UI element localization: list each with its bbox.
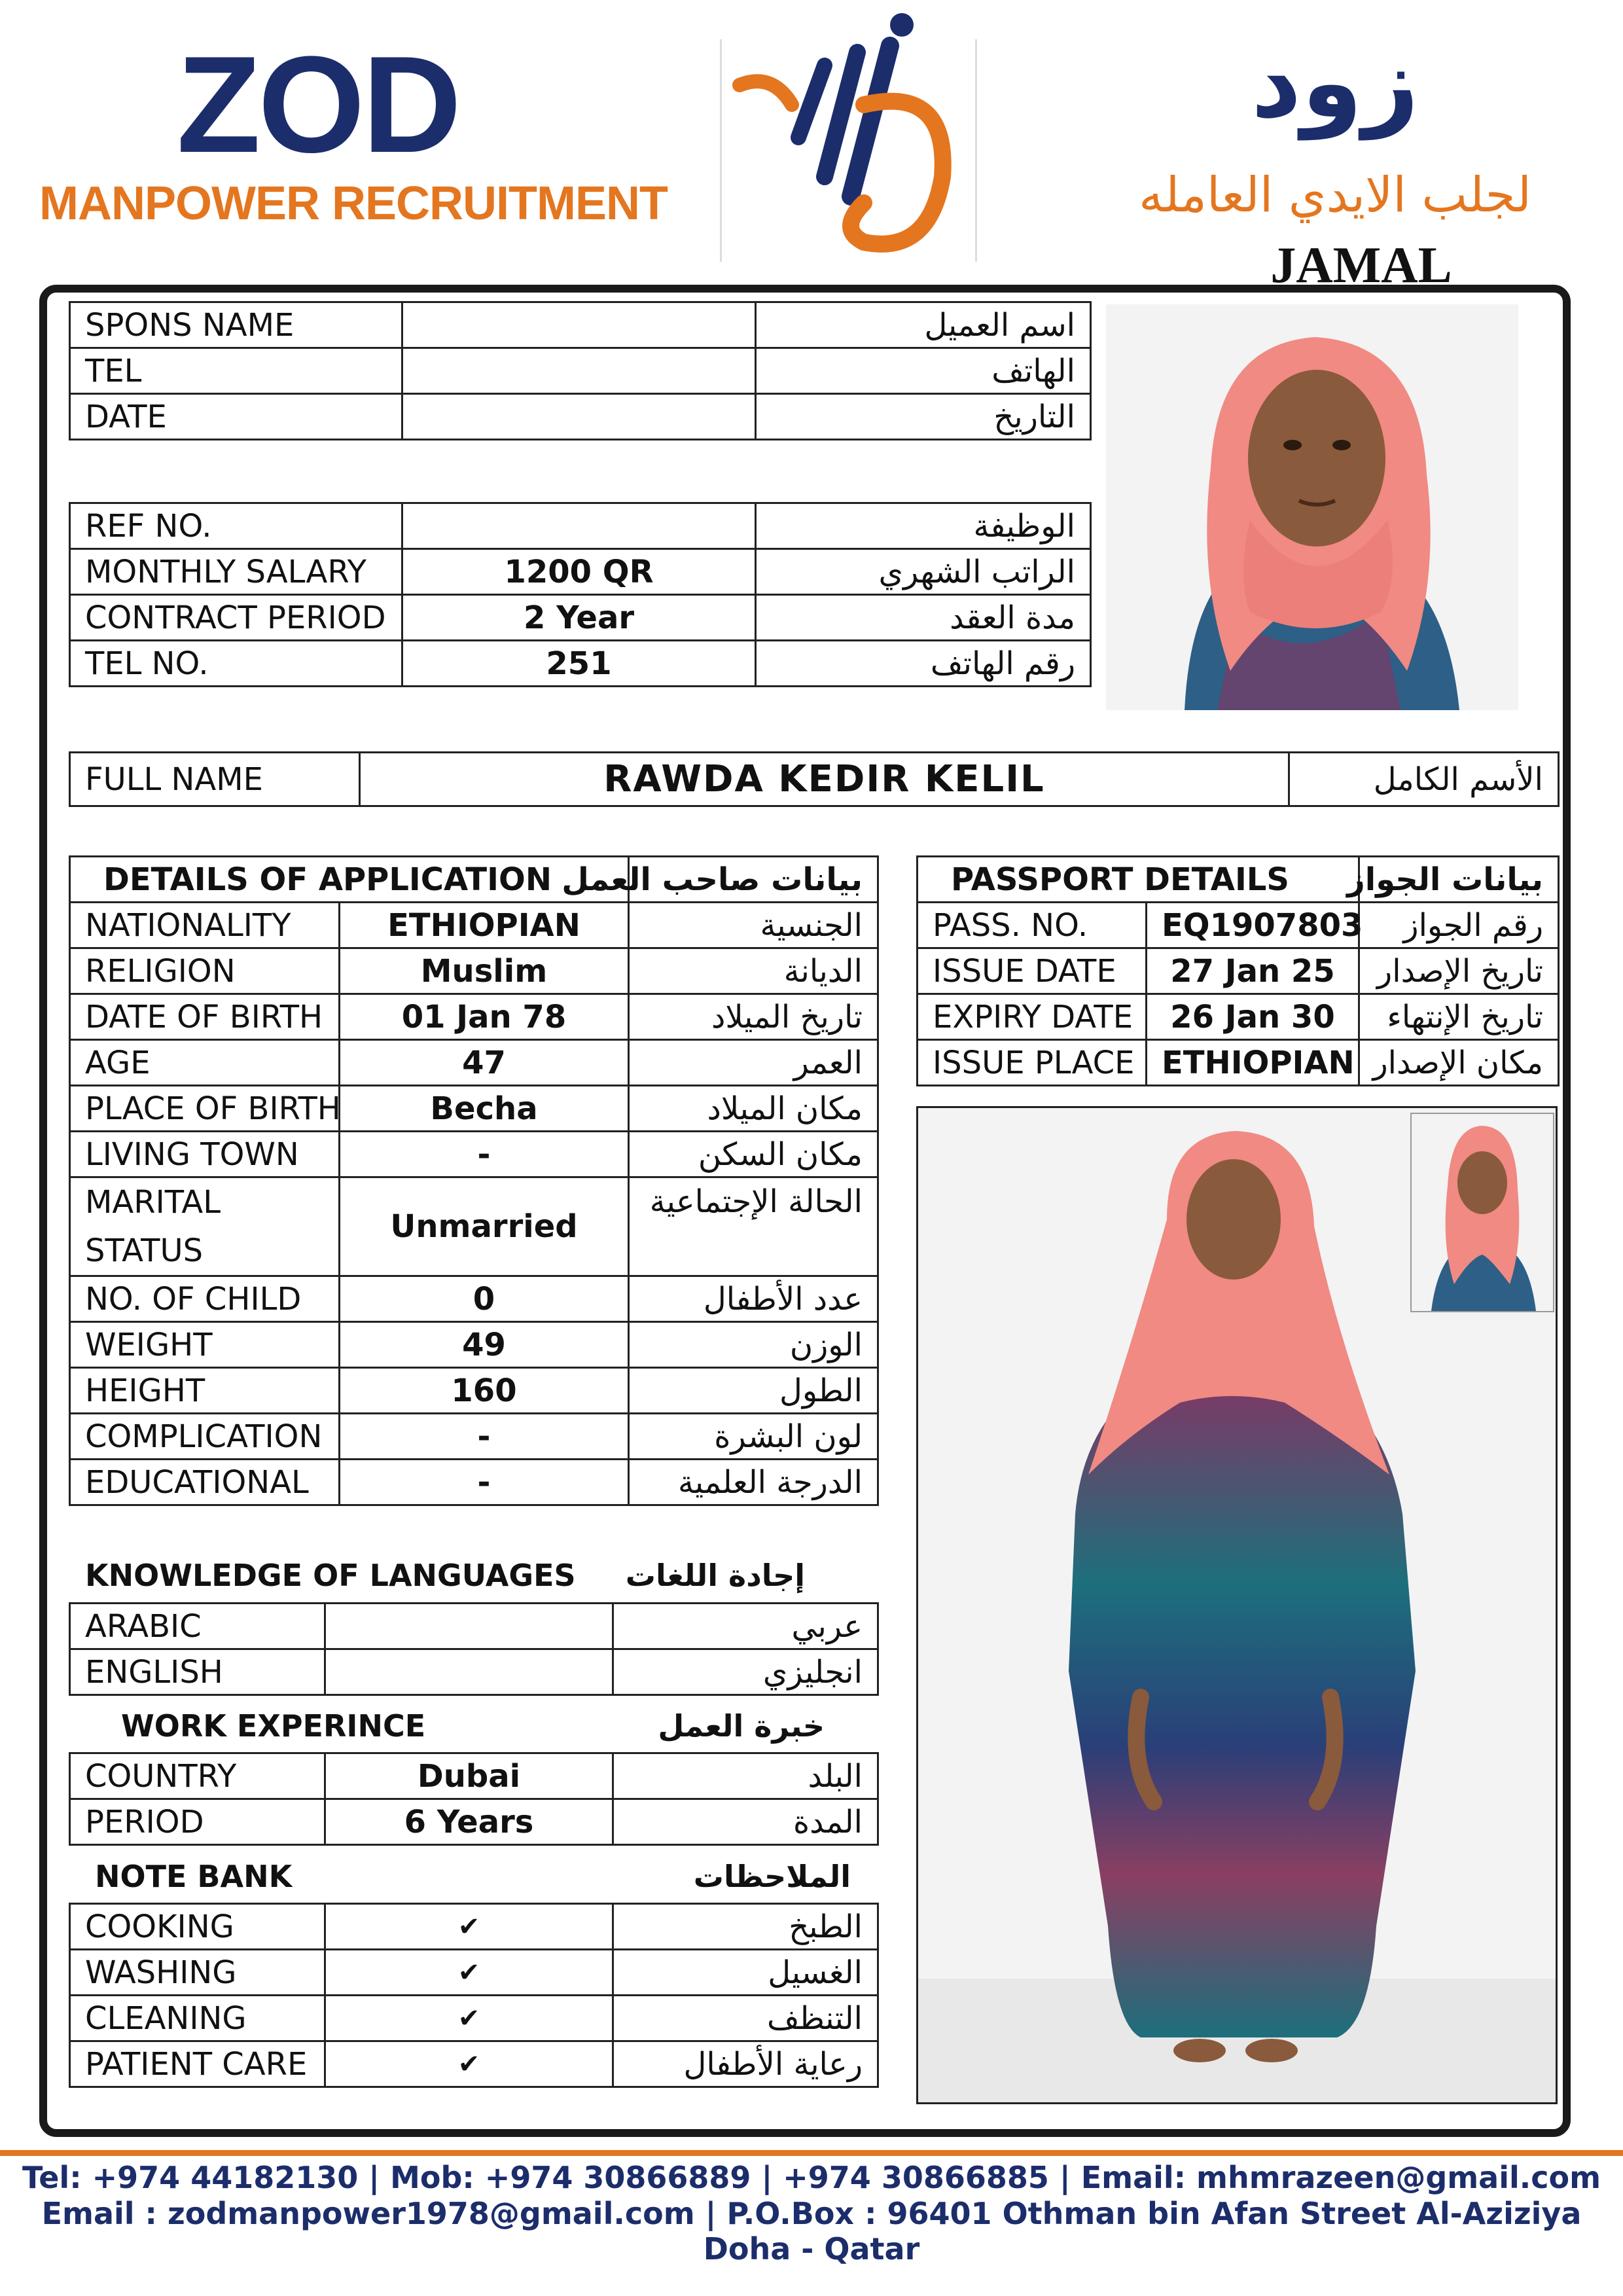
table-row [70, 1649, 878, 1695]
english-value [325, 1649, 613, 1695]
check-icon: ✔ [325, 1904, 613, 1950]
marital-label-line2: STATUS [85, 1232, 204, 1269]
table-row [70, 1086, 878, 1132]
row-label-ar: الغسيل [613, 1950, 878, 1996]
row-label-ar: انجليزي [613, 1649, 878, 1695]
row-label: PERIOD [70, 1799, 325, 1845]
row-label [70, 1177, 340, 1276]
age-value: 47 [340, 1040, 629, 1086]
application-header-row [70, 857, 878, 903]
brand-subtitle: MANPOWER RECRUITMENT [39, 177, 668, 230]
table-row [70, 1950, 878, 1996]
row-label-ar: مكان السكن [629, 1132, 878, 1177]
ref-no-value [402, 503, 756, 549]
row-label: AGE [70, 1040, 340, 1086]
notes-title-ar: الملاحظات [693, 1859, 851, 1894]
passport-header-row [918, 857, 1559, 903]
row-label-ar: رقم الهاتف [756, 641, 1091, 687]
row-label: REF NO. [70, 503, 402, 549]
row-label-ar: البلد [613, 1753, 878, 1799]
row-label-ar: الديانة [629, 948, 878, 994]
notes-table [69, 1903, 879, 2088]
row-label-ar: الراتب الشهري [756, 549, 1091, 595]
brand-logo-icon [733, 7, 969, 268]
row-label-ar: الحالة الإجتماعية [629, 1177, 878, 1276]
row-label-ar: العمر [629, 1040, 878, 1086]
experience-table [69, 1752, 879, 1846]
brand-logo-arabic: زود [1251, 26, 1419, 140]
row-label: EDUCATIONAL [70, 1460, 340, 1505]
sponsor-name-value [402, 302, 756, 348]
table-row [70, 1460, 878, 1505]
row-label-ar: الوظيفة [756, 503, 1091, 549]
table-row [70, 2041, 878, 2087]
table-row [70, 1368, 878, 1414]
table-row [918, 1040, 1559, 1086]
sponsor-tel-value [402, 348, 756, 394]
issue-place-value: ETHIOPIAN [1147, 1040, 1359, 1086]
row-label: TEL NO. [70, 641, 402, 687]
table-row [70, 302, 1091, 348]
row-label-ar: عدد الأطفال [629, 1276, 878, 1322]
row-label-ar: مكان الإصدار [1359, 1040, 1559, 1086]
full-name-table [69, 751, 1560, 807]
application-table [69, 855, 879, 1506]
experience-title: WORK EXPERINCE [121, 1708, 426, 1744]
row-label: SPONS NAME [70, 302, 402, 348]
full-name-label: FULL NAME [70, 753, 360, 806]
row-label-ar: تاريخ الإنتهاء [1359, 994, 1559, 1040]
sponsor-date-value [402, 394, 756, 440]
footer-contact-line1: Tel: +974 44182130 | Mob: +974 30866889 | +974 30866885 | Email: mhmrazeen@gmail.com [22, 2160, 1601, 2195]
passport-title: PASSPORT DETAILS [918, 857, 1359, 903]
row-label: MONTHLY SALARY [70, 549, 402, 595]
weight-value: 49 [340, 1322, 629, 1368]
sponsor-table [69, 301, 1092, 440]
row-label-ar: الوزن [629, 1322, 878, 1368]
footer-contact-line2: Email : zodmanpower1978@gmail.com | P.O.Box : 96401 Othman bin Afan Street Al-Aziziya Doha - Qatar [41, 2196, 1582, 2267]
footer-divider [0, 2150, 1623, 2156]
issue-date-value: 27 Jan 25 [1147, 948, 1359, 994]
contract-value: 2 Year [402, 595, 756, 641]
row-label: LIVING TOWN [70, 1132, 340, 1177]
table-row [70, 994, 878, 1040]
marital-status-value: Unmarried [340, 1177, 629, 1276]
table-row [70, 1604, 878, 1649]
complication-value: - [340, 1414, 629, 1460]
row-label-ar: تاريخ الميلاد [629, 994, 878, 1040]
experience-title-ar: خبرة العمل [658, 1708, 825, 1744]
row-label: WASHING [70, 1950, 325, 1996]
table-row [70, 549, 1091, 595]
table-row [918, 903, 1559, 948]
row-label-ar: مدة العقد [756, 595, 1091, 641]
table-row [70, 1904, 878, 1950]
row-label: PASS. NO. [918, 903, 1147, 948]
table-row [70, 595, 1091, 641]
row-label: ISSUE PLACE [918, 1040, 1147, 1086]
table-row [70, 903, 878, 948]
row-label: NO. OF CHILD [70, 1276, 340, 1322]
table-row [70, 1996, 878, 2041]
row-label: TEL [70, 348, 402, 394]
passport-photo-thumbnail [1410, 1113, 1554, 1312]
row-label-ar: لون البشرة [629, 1414, 878, 1460]
table-row [70, 503, 1091, 549]
application-title: DETAILS OF APPLICATION [70, 857, 629, 903]
languages-title-ar: إجادة اللغات [625, 1558, 805, 1593]
nationality-value: ETHIOPIAN [340, 903, 629, 948]
application-title-ar: بيانات صاحب العمل [629, 857, 878, 903]
table-row [70, 1177, 878, 1276]
dob-value: 01 Jan 78 [340, 994, 629, 1040]
row-label-ar: عربي [613, 1604, 878, 1649]
table-row [70, 1753, 878, 1799]
salary-value: 1200 QR [402, 549, 756, 595]
row-label-ar: الهاتف [756, 348, 1091, 394]
table-row [70, 753, 1559, 806]
tel-no-value: 251 [402, 641, 756, 687]
table-row [70, 1040, 878, 1086]
table-row [918, 948, 1559, 994]
passport-number-value: EQ1907803 [1147, 903, 1359, 948]
marital-label-line1: MARITAL [85, 1184, 221, 1221]
table-row [70, 1414, 878, 1460]
table-row [70, 1276, 878, 1322]
table-row [70, 641, 1091, 687]
height-value: 160 [340, 1368, 629, 1414]
table-row [70, 348, 1091, 394]
row-label-ar: تاريخ الإصدار [1359, 948, 1559, 994]
full-name-label-ar: الأسم الكامل [1289, 753, 1559, 806]
expiry-date-value: 26 Jan 30 [1147, 994, 1359, 1040]
row-label: RELIGION [70, 948, 340, 994]
row-label: WEIGHT [70, 1322, 340, 1368]
educational-value: - [340, 1460, 629, 1505]
row-label: ISSUE DATE [918, 948, 1147, 994]
notes-title: NOTE BANK [95, 1859, 293, 1894]
table-row [70, 1322, 878, 1368]
agent-name: JAMAL [1270, 236, 1452, 293]
brand-logo-text: ZOD [177, 27, 459, 181]
table-row [70, 394, 1091, 440]
living-town-value: - [340, 1132, 629, 1177]
row-label-ar: رقم الجواز [1359, 903, 1559, 948]
row-label-ar: التاريخ [756, 394, 1091, 440]
row-label: CLEANING [70, 1996, 325, 2041]
row-label: DATE OF BIRTH [70, 994, 340, 1040]
languages-table [69, 1602, 879, 1696]
passport-table [916, 855, 1560, 1086]
arabic-value [325, 1604, 613, 1649]
table-row [70, 1132, 878, 1177]
row-label: COMPLICATION [70, 1414, 340, 1460]
languages-title: KNOWLEDGE OF LANGUAGES [85, 1558, 576, 1593]
row-label: ENGLISH [70, 1649, 325, 1695]
row-label: DATE [70, 394, 402, 440]
period-value: 6 Years [325, 1799, 613, 1845]
row-label: PATIENT CARE [70, 2041, 325, 2087]
row-label-ar: الجنسية [629, 903, 878, 948]
row-label-ar: الطول [629, 1368, 878, 1414]
row-label-ar: رعاية الأطفال [613, 2041, 878, 2087]
row-label: PLACE OF BIRTH [70, 1086, 340, 1132]
header-divider-right [975, 39, 977, 262]
row-label: ARABIC [70, 1604, 325, 1649]
row-label: HEIGHT [70, 1368, 340, 1414]
row-label-ar: اسم العميل [756, 302, 1091, 348]
table-row [70, 948, 878, 994]
job-table [69, 502, 1092, 687]
country-value: Dubai [325, 1753, 613, 1799]
table-row [70, 1799, 878, 1845]
row-label: EXPIRY DATE [918, 994, 1147, 1040]
row-label: NATIONALITY [70, 903, 340, 948]
row-label-ar: التنظف [613, 1996, 878, 2041]
passport-title-ar: بيانات الجواز [1359, 857, 1559, 903]
row-label: COUNTRY [70, 1753, 325, 1799]
row-label-ar: الدرجة العلمية [629, 1460, 878, 1505]
religion-value: Muslim [340, 948, 629, 994]
table-row [918, 994, 1559, 1040]
row-label: CONTRACT PERIOD [70, 595, 402, 641]
full-name-value: RAWDA KEDIR KELIL [360, 753, 1289, 806]
place-of-birth-value: Becha [340, 1086, 629, 1132]
check-icon: ✔ [325, 2041, 613, 2087]
brand-subtitle-arabic: لجلب الايدي العامله [1139, 167, 1531, 223]
header-divider-left [720, 39, 722, 262]
row-label: COOKING [70, 1904, 325, 1950]
check-icon: ✔ [325, 1996, 613, 2041]
children-value: 0 [340, 1276, 629, 1322]
portrait-photo [1106, 304, 1518, 710]
row-label-ar: المدة [613, 1799, 878, 1845]
check-icon: ✔ [325, 1950, 613, 1996]
row-label-ar: الطبخ [613, 1904, 878, 1950]
row-label-ar: مكان الميلاد [629, 1086, 878, 1132]
